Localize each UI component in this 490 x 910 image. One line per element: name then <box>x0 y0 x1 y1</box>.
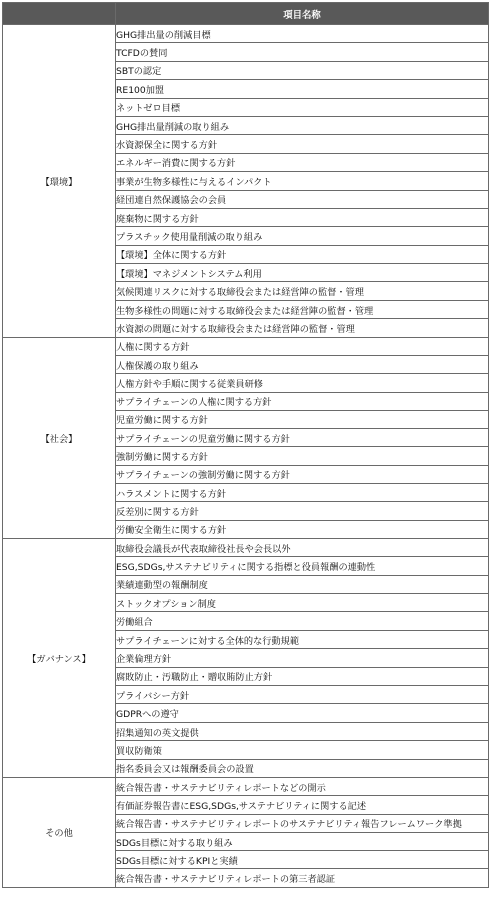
item-cell: SDGs目標に対するKPIと実績 <box>116 851 489 869</box>
item-cell: 人権保護の取り組み <box>116 355 489 373</box>
item-cell: ESG,SDGs,サステナビリティに関する指標と役員報酬の連動性 <box>116 557 489 575</box>
table-row <box>3 777 489 795</box>
item-cell: 取締役会議長が代表取締役社長や会長以外 <box>116 538 489 556</box>
item-cell: エネルギー消費に関する方針 <box>116 153 489 171</box>
item-cell: 統合報告書・サステナビリティレポートの第三者認証 <box>116 869 489 887</box>
item-cell: ストックオプション制度 <box>116 594 489 612</box>
item-cell: 腐敗防止・汚職防止・贈収賄防止方針 <box>116 667 489 685</box>
item-cell: GDPRへの遵守 <box>116 704 489 722</box>
item-cell: RE100加盟 <box>116 80 489 98</box>
item-cell: GHG排出量削減の取り組み <box>116 116 489 134</box>
item-cell: SDGs目標に対する取り組み <box>116 832 489 850</box>
item-cell: 労働組合 <box>116 612 489 630</box>
item-cell: 事業が生物多様性に与えるインパクト <box>116 172 489 190</box>
table-body <box>3 25 489 888</box>
item-cell: 水資源の問題に対する取締役会または経営陣の監督・管理 <box>116 319 489 337</box>
header-item-name: 項目名称 <box>116 3 489 25</box>
item-cell: 人権に関する方針 <box>116 337 489 355</box>
category-cell: 【環境】 <box>3 25 116 338</box>
item-cell: 統合報告書・サステナビリティレポートなどの開示 <box>116 777 489 795</box>
esg-items-table <box>2 2 489 888</box>
item-cell: サプライチェーンに対する全体的な行動規範 <box>116 630 489 648</box>
item-cell: 【環境】全体に関する方針 <box>116 245 489 263</box>
item-cell: 指名委員会又は報酬委員会の設置 <box>116 759 489 777</box>
item-cell: プラスチック使用量削減の取り組み <box>116 227 489 245</box>
item-cell: 人権方針や手順に関する従業員研修 <box>116 374 489 392</box>
item-cell: 有価証券報告書にESG,SDGs,サステナビリティに関する記述 <box>116 796 489 814</box>
item-cell: 水資源保全に関する方針 <box>116 135 489 153</box>
item-cell: 労働安全衛生に関する方針 <box>116 520 489 538</box>
item-cell: 統合報告書・サステナビリティレポートのサステナビリティ報告フレームワーク準拠 <box>116 814 489 832</box>
category-cell: その他 <box>3 777 116 887</box>
item-cell: サプライチェーンの児童労働に関する方針 <box>116 429 489 447</box>
item-cell: 強制労働に関する方針 <box>116 447 489 465</box>
item-cell: 【環境】マネジメントシステム利用 <box>116 264 489 282</box>
item-cell: プライバシー方針 <box>116 686 489 704</box>
category-cell: 【ガバナンス】 <box>3 538 116 777</box>
item-cell: 招集通知の英文提供 <box>116 722 489 740</box>
category-cell: 【社会】 <box>3 337 116 538</box>
table-row <box>3 337 489 355</box>
item-cell: サプライチェーンの人権に関する方針 <box>116 392 489 410</box>
item-cell: ネットゼロ目標 <box>116 98 489 116</box>
header-row <box>3 3 489 25</box>
table-row <box>3 25 489 43</box>
table-row <box>3 538 489 556</box>
item-cell: TCFDの賛同 <box>116 43 489 61</box>
item-cell: 経団連自然保護協会の会員 <box>116 190 489 208</box>
item-cell: 業績連動型の報酬制度 <box>116 575 489 593</box>
item-cell: 廃棄物に関する方針 <box>116 208 489 226</box>
item-cell: 生物多様性の問題に対する取締役会または経営陣の監督・管理 <box>116 300 489 318</box>
item-cell: SBTの認定 <box>116 61 489 79</box>
header-category <box>3 3 116 25</box>
item-cell: 気候関連リスクに対する取締役会または経営陣の監督・管理 <box>116 282 489 300</box>
item-cell: GHG排出量の削減目標 <box>116 25 489 43</box>
item-cell: サプライチェーンの強制労働に関する方針 <box>116 465 489 483</box>
item-cell: 買収防衛策 <box>116 741 489 759</box>
item-cell: 企業倫理方針 <box>116 649 489 667</box>
item-cell: ハラスメントに関する方針 <box>116 484 489 502</box>
item-cell: 反差別に関する方針 <box>116 502 489 520</box>
item-cell: 児童労働に関する方針 <box>116 410 489 428</box>
